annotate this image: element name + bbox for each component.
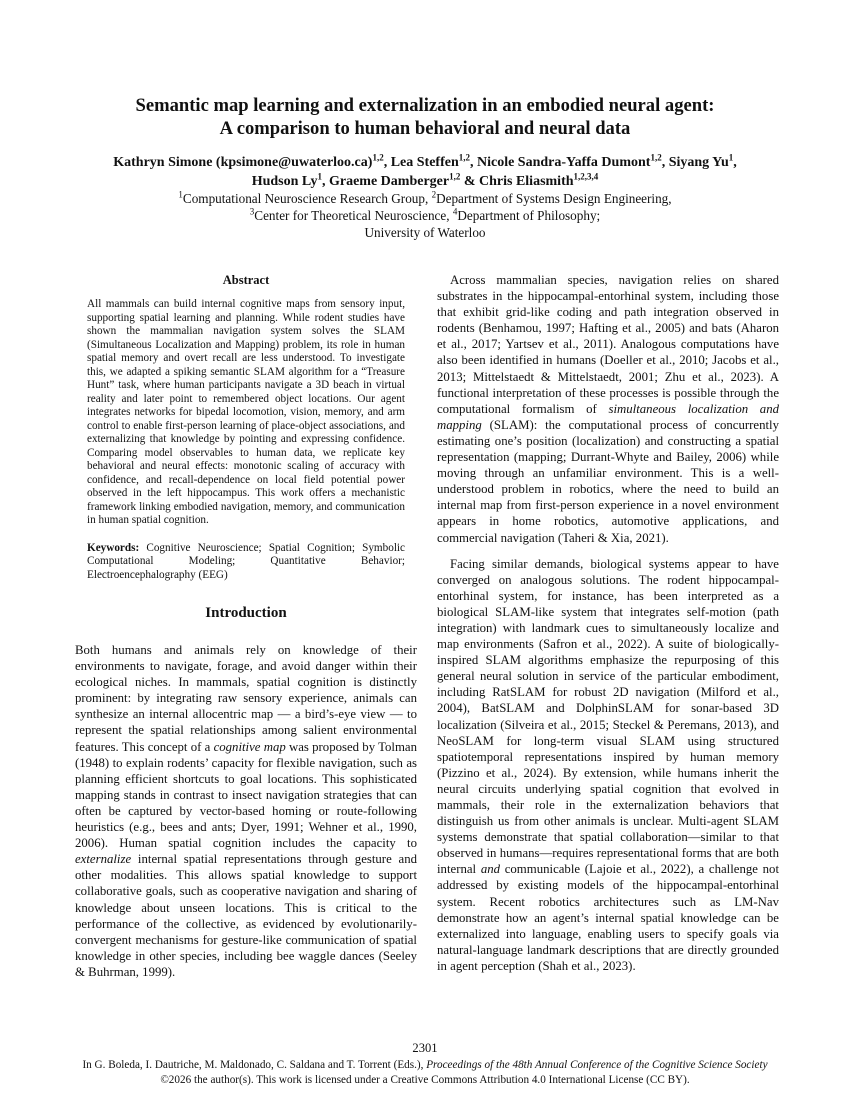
abstract-heading: Abstract [222, 273, 270, 287]
author-5: Hudson Ly [251, 174, 318, 189]
author-2-affil: 1,2 [458, 152, 470, 163]
right-column [437, 272, 779, 974]
abstract-body: All mammals can build internal cognitive maps from sensory input, supporting spatial learning and planning. While rodent studies have shown the mammalian navigation system solves the SLAM (Simultaneous Localization and Mapping) problem, its role in human spatial memory and overt recall are less understood. To investigate this, we adapted a spiking semantic SLAM algorithm for a “Treasure Hunt” task, where human participants navigate a 3D beach in virtual reality and later point to remembered object locations. Our agent integrates networks for bipedal locomotion, vision, memory, and arm control to enable first-person learning of place-object associations, and externalizing that knowledge by pointing and expressing confidence. Comparing model observables to human data, we replicate key behavioral and neural effects: monotonic scaling of accuracy with confidence, and recall-dependence on local field potential power observed in the left hippocampus. This work offers a mechanistic framework linking embodied navigation, memory, and communication in human spatial cognition. [87, 298, 405, 526]
author-3: , Nicole Sandra-Yaffa Dumont [469, 155, 651, 170]
intro-p2-text-a: Across mammalian species, navigation relies on shared substrates in the hippocampal-entorhinal system, including those that exhibit grid-like coding and path integration observed in rodents (Benhamou, 1997; Hafting et al., 2005) and bats (Aharon et al., 2017; Yartsev et al., 2011). Analogous computations have also been identified in humans (Doeller et al., 2010; Jacobs et al., 2013; Mittelstaedt & Mittelstaedt, 2001; Zhu et al., 2023). A functional interpretation of these processes is possible through the computational formalism of [437, 273, 779, 416]
intro-p3-text-a: Facing similar demands, biological systems appear to have converged on analogous solutions. The rodent hippocampal-entorhinal system, for instance, has been interpreted as a biological SLAM-like system that integrates self-motion (path integration) with landmark cues to simultaneously localize and map environments (Safron et al., 2022). A suite of biologically-inspired SLAM algorithms emphasize the repurposing of this general neural solution in service of the particular embodiment, including RatSLAM for robust 2D navigation (Milford et al., 2004), BatSLAM and DolphinSLAM for sonar-based 3D localization (Silveira et al., 2015; Steckel & Peremans, 2013), and NeoSLAM for long-term visual SLAM using structured spatiotemporal representations inspired by human memory (Pizzino et al., 2024). By extension, while humans inherit the neural circuits underlying spatial cognition that evolved in mammals, their role in the externalization behaviors that distinguish us from other animals is unclear. Multi-agent SLAM systems demonstrate that spatial collaboration—similar to that observed in humans—requires representational forms that are both internal [437, 556, 779, 877]
footer-text-b: ©2026 the author(s). This work is licensed under a Creative Commons Attribution 4.0 International License (CC BY). [160, 1073, 690, 1086]
affiliations [60, 190, 790, 241]
keywords-list: Cognitive Neuroscience; Spatial Cognition; Symbolic Computational Modeling; Quantitative Behavior; Electroencephalography (EEG) [87, 541, 405, 581]
intro-p1-text-b: was proposed by Tolman (1948) to explain rodents’ capacity for flexible navigation, such as planning efficient shortcuts to goal locations. This sophisticated mapping stands in contrast to insect navigation strategies that can often be captured by vector-based homing or route-following heuristics (e.g., bees and ants; Dyer, 1991; Wehner et al., 1990, 2006). Human spatial cognition includes the capacity to [75, 739, 418, 851]
author-4: , Siyang Yu [661, 155, 729, 170]
intro-p3-emphasis: and [480, 862, 501, 877]
author-6: , Graeme Damberger [321, 174, 450, 189]
university: University of Waterloo [364, 225, 486, 240]
keywords [87, 542, 405, 583]
introduction-heading: Introduction [205, 605, 287, 621]
affil-3-mark: 3 [249, 206, 255, 217]
author-1-affil: 1,2 [372, 152, 384, 163]
intro-p1-emphasis-2: externalize [75, 852, 132, 867]
page-number: 2301 [412, 1041, 438, 1055]
proceedings-footer [75, 1058, 775, 1087]
author-2: , Lea Steffen [383, 155, 459, 170]
affil-1-mark: 1 [178, 189, 183, 200]
affil-4-mark: 4 [452, 206, 458, 217]
title-line-1: Semantic map learning and externalization in an embodied neural agent: [135, 95, 715, 116]
author-7-affil: 1,2,3,4 [573, 171, 599, 182]
left-column [75, 272, 417, 980]
affil-2-mark: 2 [431, 189, 437, 200]
author-list [60, 153, 790, 191]
title-line-2: A comparison to human behavioral and neural data [219, 118, 631, 139]
footer-text-a: In G. Boleda, I. Dautriche, M. Maldonado, C. Saldana and T. Torrent (Eds.), [82, 1059, 427, 1071]
author-4-affil: 1 [728, 152, 734, 163]
author-5-affil: 1 [317, 171, 322, 182]
intro-paragraph-3 [437, 556, 779, 974]
intro-p2-emphasis: simultaneous localization and mapping [437, 401, 779, 432]
affil-2: Department of Systems Design Engineering, [436, 191, 672, 206]
paper-title [60, 94, 790, 140]
author-6-affil: 1,2 [449, 171, 461, 182]
intro-p1-emphasis-1: cognitive map [213, 739, 286, 754]
author-7: & Chris Eliasmith [460, 174, 574, 189]
author-1: Kathryn Simone (kpsimone@uwaterloo.ca) [113, 155, 373, 170]
intro-paragraph-1 [75, 642, 417, 980]
intro-p1-text-c: internal spatial representations through gesture and other modalities. This allows spatial knowledge to support collaborative goals, such as cooperative navigation and sharing of knowledge about unseen locations. This is critical to the performance of the collective, as evidenced by evolutionarily-convergent mechanisms for gesture-like communication of spatial knowledge in other species, including bee waggle dances (Seeley & Buhrman, 1999). [75, 852, 417, 979]
intro-paragraph-2 [437, 272, 779, 546]
intro-p3-text-b: communicable (Lajoie et al., 2022), a challenge not addressed by existing models of the hippocampal-entorhinal system. Recent robotics architectures such as LM-Nav demonstrate how an agent’s internal spatial knowledge can be externalized into language, enabling users to specify goals via natural-language landmark descriptions that are directly grounded in agent perception (Shah et al., 2023). [437, 862, 779, 973]
author-separator: , [733, 155, 737, 170]
intro-p2-text-b: (SLAM): the computational process of concurrently estimating one’s position (localization) and constructing a spatial representation (mapping; Durrant-Whyte and Bailey, 2006) while moving through an unfamiliar environment. This is a well-understood problem in robotics, where the need to build an internal map from first-person experience in a novel environment appears in home robotics, automotive applications, and commercial navigation (Taheri & Xia, 2021). [437, 417, 779, 545]
affil-1: Computational Neuroscience Research Group, [182, 191, 432, 206]
affil-3: Center for Theoretical Neuroscience, [254, 208, 453, 223]
affil-4: Department of Philosophy; [457, 208, 601, 223]
author-3-affil: 1,2 [650, 152, 662, 163]
footer-proceedings-title: Proceedings of the 48th Annual Conference of the Cognitive Science Society [426, 1059, 768, 1071]
keywords-label: Keywords: [87, 541, 140, 554]
intro-p1-text-a: Both humans and animals rely on knowledge of their environments to navigate, forage, and avoid danger within their ecological niches. In mammals, spatial cognition is distinctly prominent: by integrating raw sensory experience, animals can synthesize an internal allocentric map — a bird’s-eye view — to represent the spatial relationships among salient environmental features. This concept of a [75, 643, 417, 754]
